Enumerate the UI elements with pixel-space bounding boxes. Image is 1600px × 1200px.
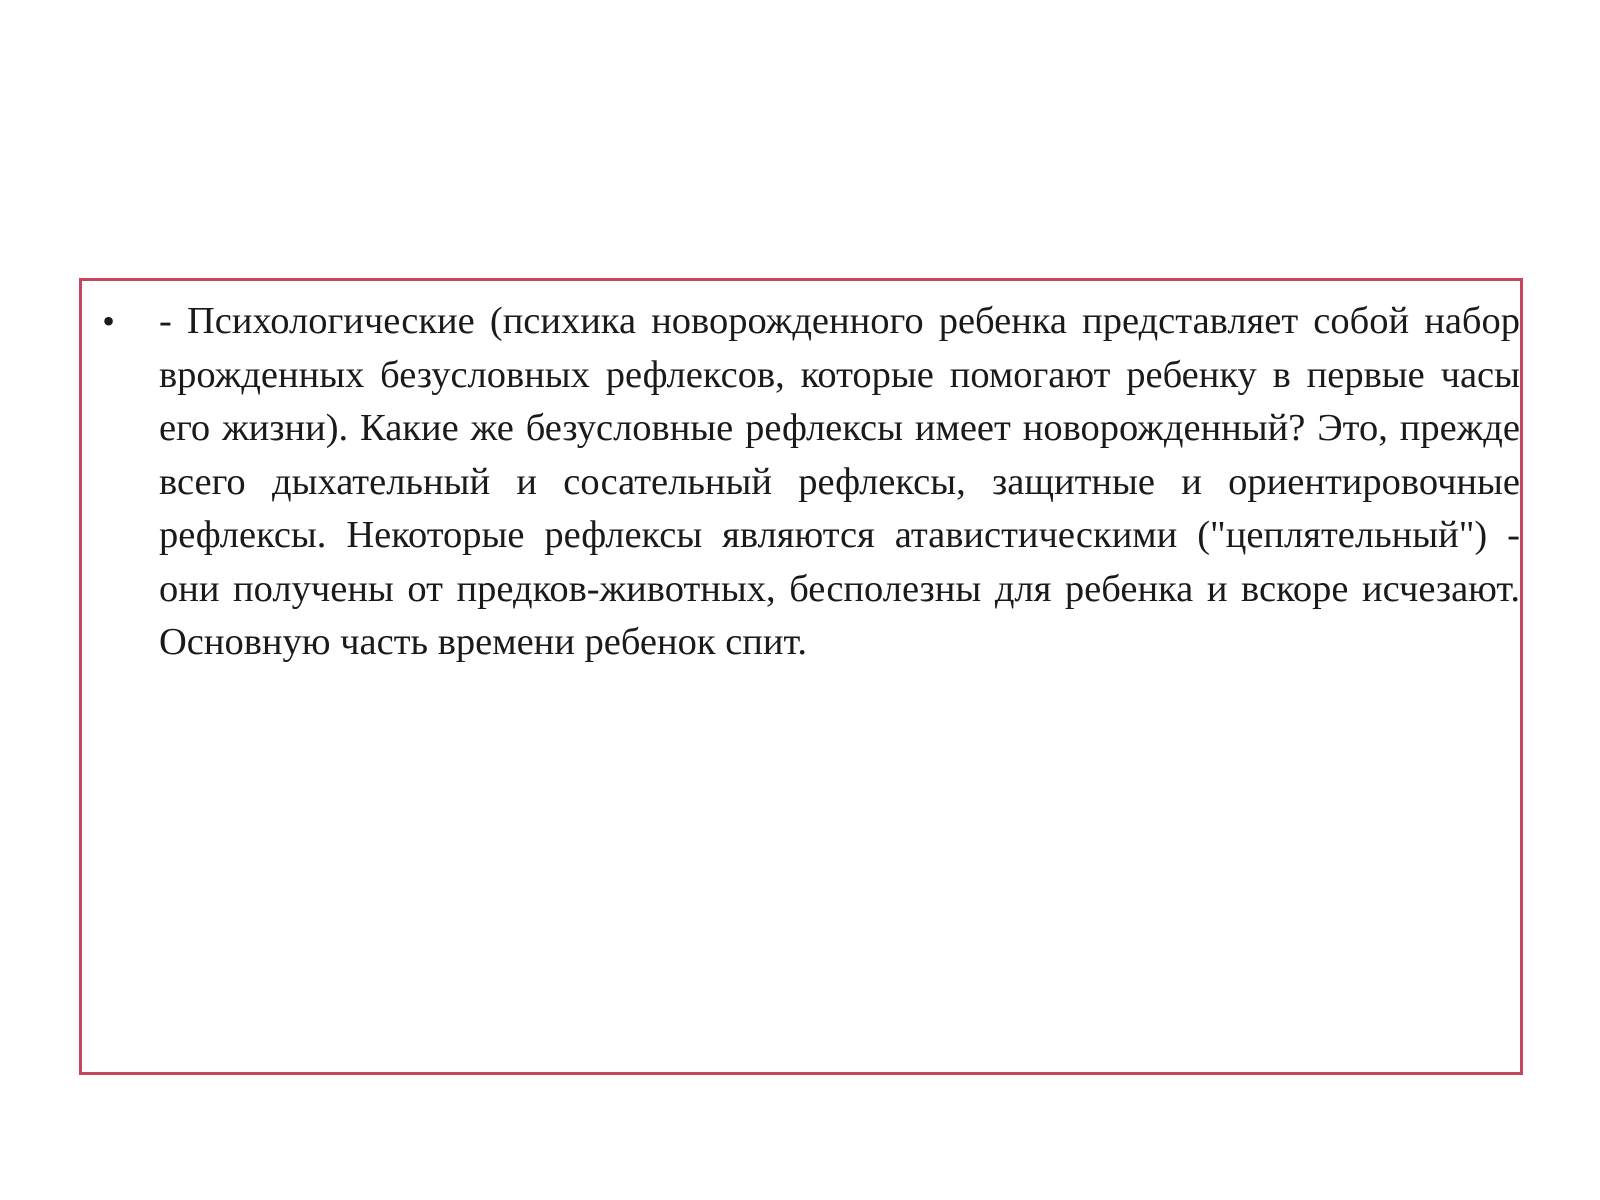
content-frame	[79, 278, 1523, 1075]
bullet-paragraph: - Психологические (психика новорожденного ребенка представляет собой набор врожденных безусловных рефлексов, которые помогают ребенку в первые часы его жизни). Какие же безусловные рефлексы имеет новорожденный? Это, прежде всего дыхательный и сосательный рефлексы, защитные и ориентировочные рефлексы. Некоторые рефлексы являются атавистическими ("цеплятельный") - они получены от предков-животных, бесполезны для ребенка и вскоре исчезают. Основную часть времени ребенок спит.	[159, 300, 1520, 663]
bullet-item	[82, 295, 1520, 670]
bullet-icon: •	[102, 301, 115, 341]
